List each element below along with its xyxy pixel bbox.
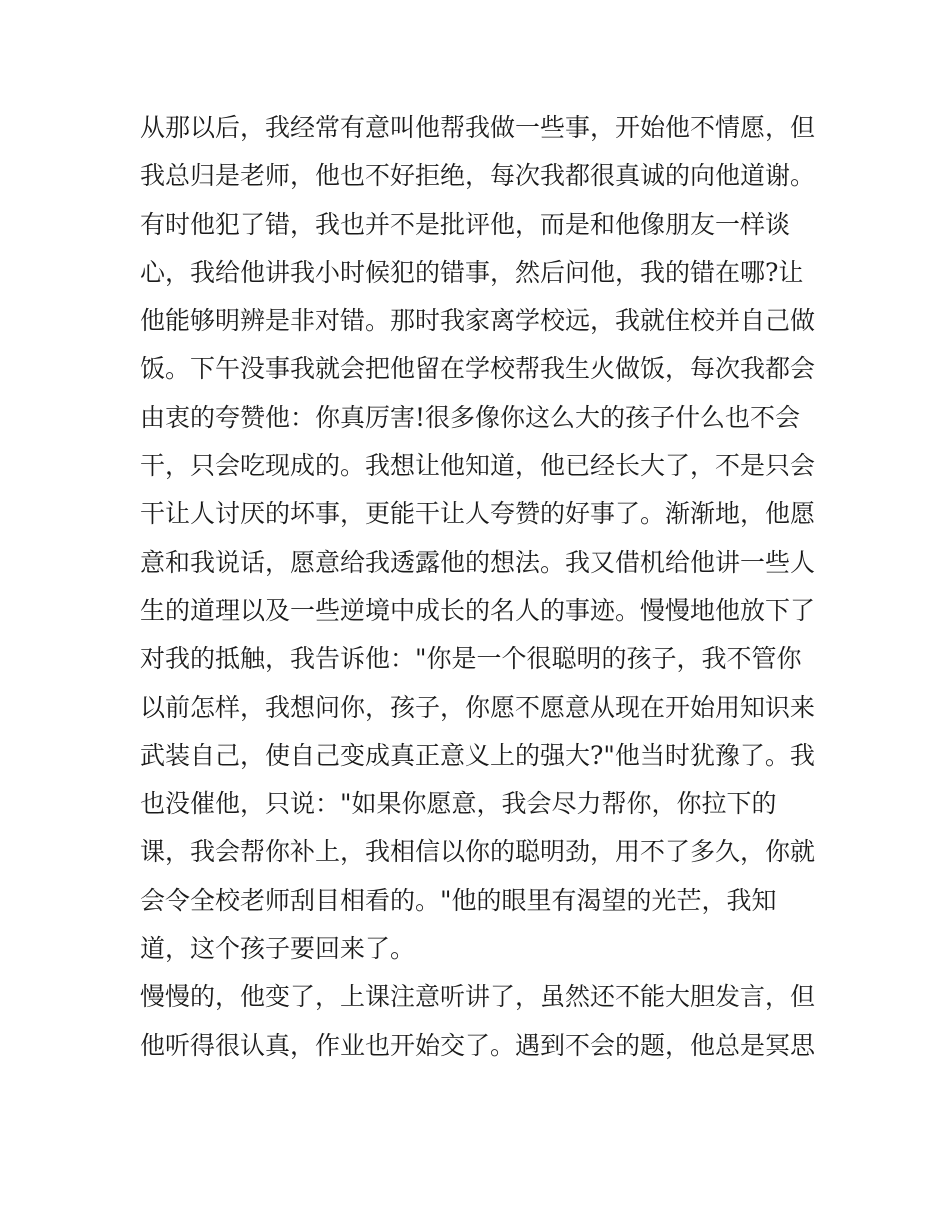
text-line: 以前怎样，我想问你，孩子，你愿不愿意从现在开始用知识来 <box>140 692 816 722</box>
text-line: 饭。下午没事我就会把他留在学校帮我生火做饭，每次我都会 <box>140 354 816 384</box>
body-text <box>140 104 840 1070</box>
text-line: 课，我会帮你补上，我相信以你的聪明劲，用不了多久，你就 <box>140 837 816 867</box>
text-line: 他听得很认真，作业也开始交了。遇到不会的题，他总是冥思 <box>140 1030 816 1060</box>
text-line: 由衷的夸赞他：你真厉害!很多像你这么大的孩子什么也不会 <box>140 402 801 432</box>
text-line: 我总归是老师，他也不好拒绝，每次我都很真诚的向他道谢。 <box>140 161 816 191</box>
text-line: 生的道理以及一些逆境中成长的名人的事迹。慢慢地他放下了 <box>140 595 816 625</box>
text-line: 对我的抵触，我告诉他："你是一个很聪明的孩子，我不管你 <box>140 644 802 674</box>
text-line: 武装自己，使自己变成真正意义上的强大?"他当时犹豫了。我 <box>140 740 815 770</box>
text-line: 会令全校老师刮目相看的。"他的眼里有渴望的光芒，我知 <box>140 885 777 915</box>
text-line: 他能够明辨是非对错。那时我家离学校远，我就住校并自己做 <box>140 306 816 336</box>
text-line: 从那以后，我经常有意叫他帮我做一些事，开始他不情愿，但 <box>140 113 816 142</box>
text-line: 干让人讨厌的坏事，更能干让人夸赞的好事了。渐渐地，他愿 <box>140 499 816 529</box>
text-line: 也没催他，只说："如果你愿意，我会尽力帮你，你拉下的 <box>140 789 777 819</box>
text-line: 意和我说话，愿意给我透露他的想法。我又借机给他讲一些人 <box>140 547 816 577</box>
text-line: 有时他犯了错，我也并不是批评他，而是和他像朋友一样谈 <box>140 209 791 239</box>
text-line: 慢慢的，他变了，上课注意听讲了，虽然还不能大胆发言，但 <box>140 982 816 1012</box>
text-line: 干，只会吃现成的。我想让他知道，他已经长大了，不是只会 <box>140 451 816 481</box>
text-line: 道，这个孩子要回来了。 <box>140 934 416 964</box>
text-line: 心，我给他讲我小时候犯的错事，然后问他，我的错在哪?让 <box>140 257 804 287</box>
